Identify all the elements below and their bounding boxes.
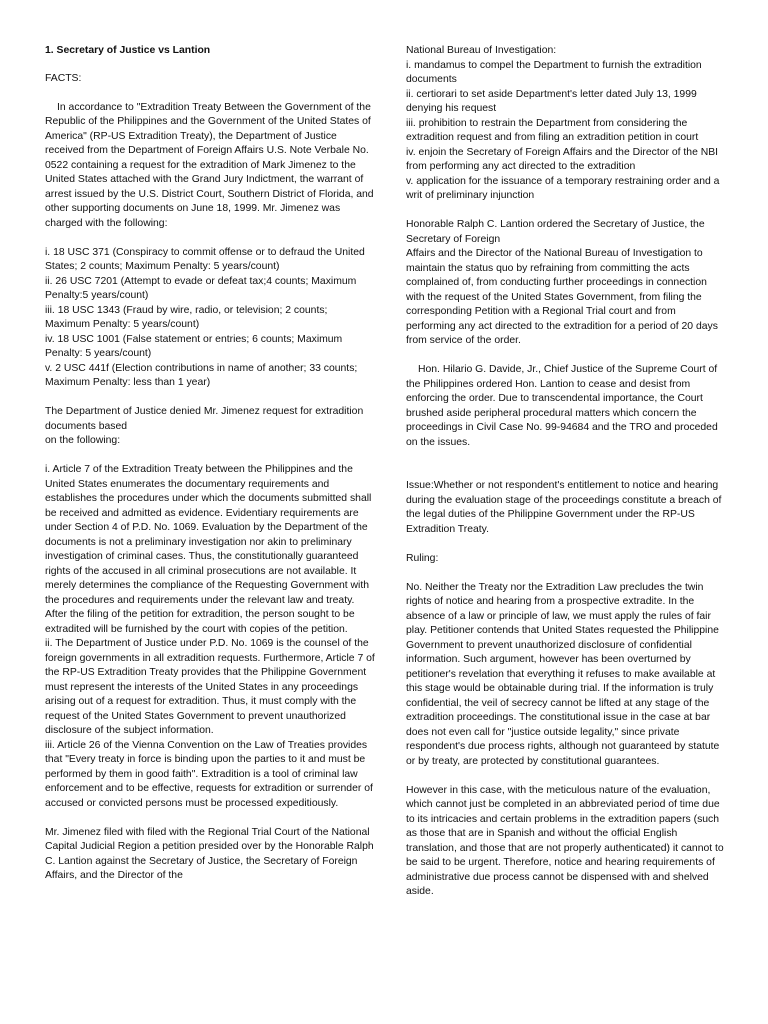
ground-item: iii. Article 26 of the Vienna Convention on the Law of Treaties provides that "Every treaty in force is binding upon the parties to it and must be performed by them in good faith". Extradition is a tool of criminal law enforcement and to be effective, requests for extradition or surrender of accused or convicted persons must be processed expeditiously.: [45, 739, 373, 809]
right-column: [406, 44, 728, 900]
denial-statement: The Department of Justice denied Mr. Jimenez request for extradition documents based: [45, 406, 364, 432]
charge-item: iv. 18 USC 1001 (False statement or entries; 6 counts; Maximum Penalty: 5 years/count): [45, 333, 343, 359]
prayer-item: v. application for the issuance of a temporary restraining order and a writ of preliminary injunction: [406, 175, 720, 201]
facts-heading: FACTS:: [45, 72, 82, 84]
denial-statement-cont: on the following:: [45, 435, 121, 446]
nbi-line: National Bureau of Investigation:: [406, 45, 557, 56]
charge-item: iii. 18 USC 1343 (Fraud by wire, radio, or television; 2 counts; Maximum Penalty: 5 years/count): [45, 304, 328, 330]
filing-paragraph: Mr. Jimenez filed with filed with the Regional Trial Court of the National Capital Judicial Region a petition presided over by the Honorable Ralph C. Lantion against the Secretary of Justice, the Secretary of Foreign Affairs, and the Director of the: [45, 826, 374, 881]
ruling-paragraph: No. Neither the Treaty nor the Extradition Law precludes the twin rights of notice and hearing from a prospective extradite. In the absence of a law or principle of law, we must apply the rules of fair play. Petitioner contends that United States requested the Philippine Government to prevent unauthorized disclosure of confidential information. Such argument, however has been overturned by petitioner's revelation that everything it refuses to make available at this stage would be obtainable during trial. If the information is truly confidential, the veil of secrecy cannot be lifted at any stage of the extradition proceedings. The constitutional issue in the case at bar does not even call for "justice outside legality," since private respondent's due process rights, although not guaranteed by statute or by treaty, are protected by constitutional guarantees.: [406, 581, 720, 767]
facts-intro: In accordance to "Extradition Treaty Between the Government of the Republic of the Philippines and the Government of the United States of America" (RP-US Extradition Treaty), the Department of Justice received from the Department of Foreign Affairs U.S. Note Verbale No. 0522 containing a request for the extradition of Mark Jimenez to the United States attached with the Grand Jury Indictment, the warrant of arrest issued by the U.S. District Court, Southern District of Florida, and other supporting documents on June 18, 1999. Mr. Jimenez was charged with the following:: [45, 101, 374, 229]
left-column: [45, 44, 375, 884]
issue-paragraph: Issue:Whether or not respondent's entitlement to notice and hearing during the evaluation stage of the proceedings constitute a breach of the legal duties of the Philippine Government under the RP-US Extradition Treaty.: [406, 480, 722, 535]
prayer-item: ii. certiorari to set aside Department's letter dated July 13, 1999 denying his request: [406, 88, 697, 114]
prayer-item: i. mandamus to compel the Department to furnish the extradition documents: [406, 59, 702, 85]
ground-item: ii. The Department of Justice under P.D. No. 1069 is the counsel of the foreign governments in all extradition requests. Furthermore, Article 7 of the RP-US Extradition Treaty provides that the Philippine Government must represent the interests of the United States in any proceedings arising out of a request for extradition. Thus, it must comply with the request of the United States Government to prevent unauthorized disclosure of the subject information.: [45, 638, 375, 736]
ground-item: i. Article 7 of the Extradition Treaty between the Philippines and the United States enumerates the documentary requirements and establishes the procedures under which the documents submitted shall be received and admitted as evidence. Evidentiary requirements are under Section 4 of P.D. No. 1069. Evaluation by the Department of the documents is not a preliminary investigation nor akin to preliminary investigation of criminal cases. Thus, the constitutionally guaranteed rights of the accused in all criminal prosecutions are not available. It merely determines the compliance of the Requesting Government with the procedures and requirements under the relevant law and treaty. After the filing of the petition for extradition, the person sought to be extradited will be furnished by the court with copies of the petition.: [45, 464, 372, 635]
prayer-item: iii. prohibition to restrain the Department from considering the extradition request and from filing an extradition petition in court: [406, 117, 699, 143]
charge-item: ii. 26 USC 7201 (Attempt to evade or defeat tax;4 counts; Maximum Penalty:5 years/count): [45, 275, 357, 301]
case-title: 1. Secretary of Justice vs Lantion: [45, 45, 211, 56]
lantion-order: Honorable Ralph C. Lantion ordered the Secretary of Justice, the Secretary of Foreign: [406, 219, 705, 245]
ruling-paragraph: However in this case, with the meticulous nature of the evaluation, which cannot just be completed in an abbreviated period of time due to its intricacies and certain problems in the extradition papers (such as those that are in Spanish and without the official English translation, and those that are not properly authenticated) it cannot to be said to be urgent. Therefore, notice and hearing requirements of administrative due process cannot be dispensed with and shelved aside.: [406, 784, 724, 897]
charge-item: i. 18 USC 371 (Conspiracy to commit offense or to defraud the United States; 2 counts; Maximum Penalty: 5 years/count): [45, 246, 365, 272]
davide-paragraph: Hon. Hilario G. Davide, Jr., Chief Justice of the Supreme Court of the Philippines ordered Hon. Lantion to cease and desist from enforcing the order. Due to transcendental importance, the Court brushed aside peripheral procedural matters which concern the proceedings in Civil Case No. 99-94684 and the TRO and proceded on the issues.: [406, 364, 718, 448]
charge-item: v. 2 USC 441f (Election contributions in name of another; 33 counts; Maximum Penalty: less than 1 year): [45, 362, 358, 388]
ruling-heading: Ruling:: [406, 552, 439, 564]
prayer-item: iv. enjoin the Secretary of Foreign Affairs and the Director of the NBI from performing any act directed to the extradition: [406, 146, 719, 172]
lantion-order-cont: Affairs and the Director of the National Bureau of Investigation to maintain the status quo by refraining from committing the acts complained of, from conducting further proceedings in connection with the request of the United States Government, from filing the corresponding Petition with a Regional Trial court and from performing any act directed to the extradition for a period of 20 days from service of the order.: [406, 248, 718, 346]
